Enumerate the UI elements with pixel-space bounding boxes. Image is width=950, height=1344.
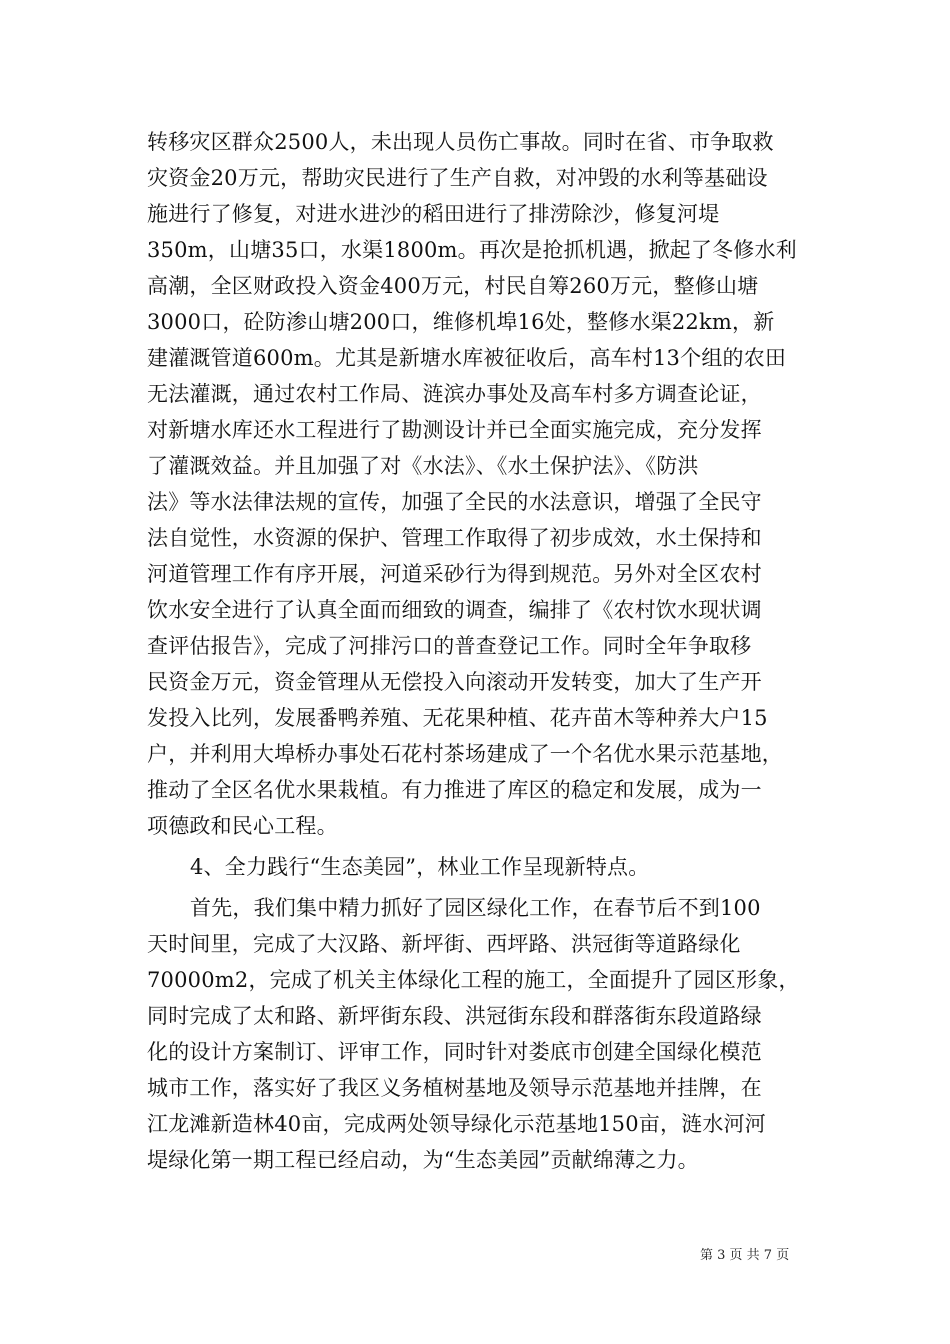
text-line: 转移灾区群众2500人，未出现人员伤亡事故。同时在省、市争取救 bbox=[147, 130, 774, 154]
text-line: 350m，山塘35口，水渠1800m。再次是抢抓机遇，掀起了冬修水利 bbox=[147, 238, 797, 262]
text-line: 首先，我们集中精力抓好了园区绿化工作，在春节后不到100 bbox=[190, 896, 761, 920]
text-line: 了灌溉效益。并且加强了对《水法》、《水土保护法》、《防洪 bbox=[147, 454, 699, 478]
text-line: 灾资金20万元，帮助灾民进行了生产自救，对冲毁的水利等基础设 bbox=[147, 166, 768, 190]
text-line: 施进行了修复，对进水进沙的稻田进行了排涝除沙，修复河堤 bbox=[147, 202, 720, 226]
text-line: 化的设计方案制订、评审工作，同时针对娄底市创建全国绿化模范 bbox=[147, 1040, 762, 1064]
text-line: 70000m2，完成了机关主体绿化工程的施工，全面提升了园区形象， bbox=[147, 968, 800, 992]
text-line: 同时完成了太和路、新坪街东段、洪冠街东段和群落街东段道路绿 bbox=[147, 1004, 762, 1028]
text-line: 堤绿化第一期工程已经启动，为“生态美园”贡献绵薄之力。 bbox=[147, 1148, 699, 1172]
text-line: 法自觉性，水资源的保护、管理工作取得了初步成效，水土保持和 bbox=[147, 526, 762, 550]
text-line: 项德政和民心工程。 bbox=[147, 814, 338, 838]
section-heading: 4、全力践行“生态美园”，林业工作呈现新特点。 bbox=[190, 855, 650, 879]
text-line: 江龙滩新造林40亩，完成两处领导绿化示范基地150亩，涟水河河 bbox=[147, 1112, 767, 1136]
text-line: 推动了全区名优水果栽植。有力推进了库区的稳定和发展，成为一 bbox=[147, 778, 762, 802]
text-line: 发投入比列，发展番鸭养殖、无花果种植、花卉苗木等种养大户15 bbox=[147, 706, 768, 730]
text-line: 天时间里，完成了大汉路、新坪街、西坪路、洪冠街等道路绿化 bbox=[147, 932, 741, 956]
text-line: 3000口，砼防渗山塘200口，维修机埠16处，整修水渠22km，新 bbox=[147, 310, 775, 334]
text-line: 查评估报告》，完成了河排污口的普查登记工作。同时全年争取移 bbox=[147, 634, 752, 658]
page-number: 第 3 页 共 7 页 bbox=[700, 1248, 790, 1263]
text-line: 建灌溉管道600m。尤其是新塘水库被征收后，高车村13个组的农田 bbox=[147, 346, 787, 370]
text-line: 民资金万元，资金管理从无偿投入向滚动开发转变，加大了生产开 bbox=[147, 670, 762, 694]
text-line: 饮水安全进行了认真全面而细致的调查，编排了《农村饮水现状调 bbox=[147, 598, 762, 622]
text-line: 对新塘水库还水工程进行了勘测设计并已全面实施完成，充分发挥 bbox=[147, 418, 762, 442]
text-line: 高潮，全区财政投入资金400万元，村民自筹260万元，整修山塘 bbox=[147, 274, 759, 298]
text-line: 城市工作，落实好了我区义务植树基地及领导示范基地并挂牌，在 bbox=[147, 1076, 762, 1100]
text-line: 法》等水法律法规的宣传，加强了全民的水法意识，增强了全民守 bbox=[147, 490, 762, 514]
text-line: 河道管理工作有序开展，河道采砂行为得到规范。另外对全区农村 bbox=[147, 562, 762, 586]
text-line: 户，并利用大埠桥办事处石花村茶场建成了一个名优水果示范基地， bbox=[147, 742, 783, 766]
text-line: 无法灌溉，通过农村工作局、涟滨办事处及高车村多方调查论证， bbox=[147, 382, 762, 406]
